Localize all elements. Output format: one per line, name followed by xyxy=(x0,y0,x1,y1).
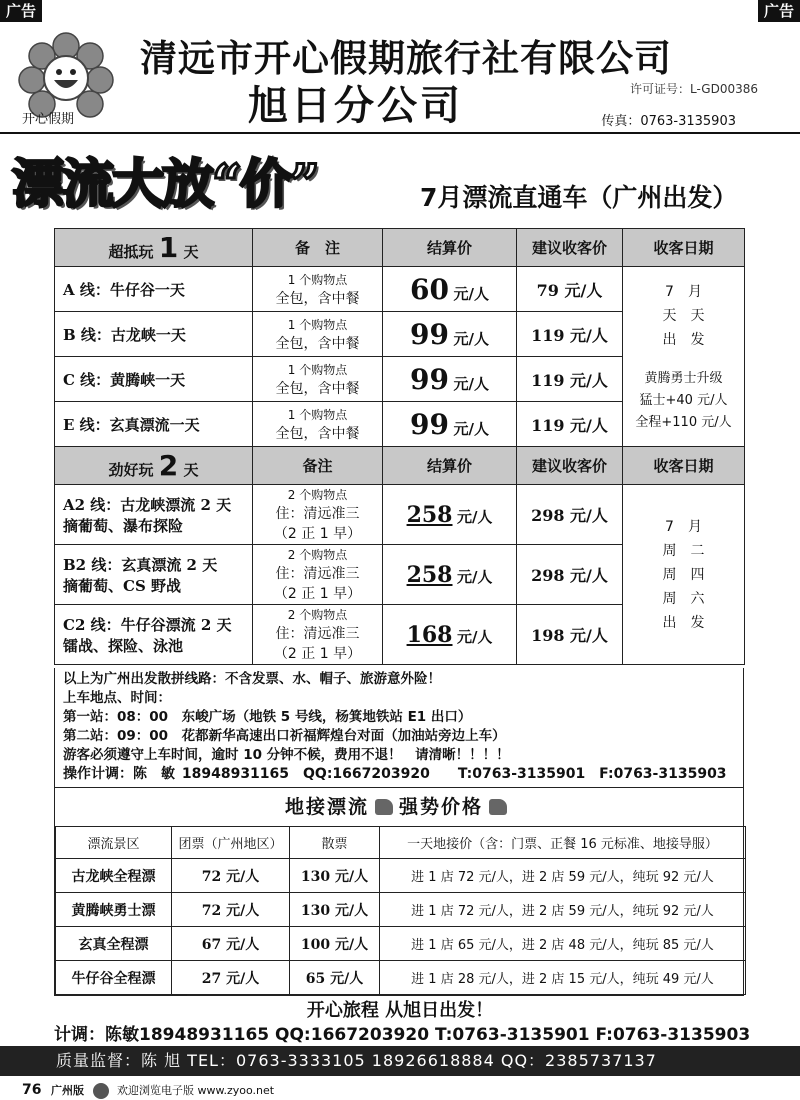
route-name: C 线：黄腾峡一天 xyxy=(55,357,253,402)
route-note: 2 个购物点 住：清远准三 （2 正 1 早） xyxy=(253,485,383,545)
company-header xyxy=(0,22,800,134)
footer-contact: 计调：陈敏18948931165 QQ:1667203920 T:0763-3135901 F:0763-3135903 xyxy=(54,1025,751,1045)
table-row xyxy=(55,485,745,545)
group-price: 72 元/人 xyxy=(172,893,290,927)
branch-name: 旭日分公司 xyxy=(248,83,463,129)
route-name: A2 线：古龙峡漂流 2 天 摘葡萄、瀑布探险 xyxy=(55,485,253,545)
route-note: 2 个购物点 住：清远准三 （2 正 1 早） xyxy=(253,605,383,665)
table-header xyxy=(56,827,746,859)
route-name: B 线：古龙峡一天 xyxy=(55,312,253,357)
header-cell: 建议收客价 xyxy=(517,229,623,267)
website-link[interactable]: 欢迎浏览电子版 www.zyoo.net xyxy=(116,1084,275,1097)
local-detail: 进 1 店 65 元/人，进 2 店 48 元/人，纯玩 85 元/人 xyxy=(380,927,746,961)
table-header-day2 xyxy=(55,447,745,485)
license-number: 许可证号：L-GD00386 xyxy=(630,82,758,96)
promo-subtitle: 7月漂流直通车（广州出发） xyxy=(420,183,738,212)
departure-dates: 7 月 周 二 周 四 周 六 出 发 xyxy=(623,485,745,665)
thumbs-up-icon xyxy=(489,799,507,815)
section-title: 地接漂流 强势价格 xyxy=(55,788,743,826)
route-note: 1 个购物点 全包，含中餐 xyxy=(253,312,383,357)
edition-label: 广州版 xyxy=(50,1084,84,1097)
group-price: 72 元/人 xyxy=(172,859,290,893)
settle-price: 60 元/人 xyxy=(383,267,517,312)
ad-tag-left: 广告 xyxy=(0,0,42,22)
header-cell: 团票（广州地区） xyxy=(172,827,290,859)
info-line: 第二站：09：00 花都新华高速出口祈福辉煌台对面（加油站旁边上车） xyxy=(63,728,506,744)
header-cell: 劲好玩 2 天 xyxy=(55,447,253,485)
local-detail: 进 1 店 28 元/人，进 2 店 15 元/人，纯玩 49 元/人 xyxy=(380,961,746,995)
table-row xyxy=(56,859,746,893)
route-note: 1 个购物点 全包，含中餐 xyxy=(253,357,383,402)
settle-price: 258 元/人 xyxy=(383,485,517,545)
header-cell: 漂流景区 xyxy=(56,827,172,859)
departure-info xyxy=(54,668,744,788)
suggest-price: 298 元/人 xyxy=(517,545,623,605)
single-price: 130 元/人 xyxy=(290,893,380,927)
local-price-table xyxy=(55,826,746,995)
local-detail: 进 1 店 72 元/人，进 2 店 59 元/人，纯玩 92 元/人 xyxy=(380,859,746,893)
thumbs-up-icon xyxy=(375,799,393,815)
company-name: 清远市开心假期旅行社有限公司 xyxy=(140,37,672,80)
slogan: 开心旅程 从旭日出发！ xyxy=(306,1000,494,1021)
group-price: 67 元/人 xyxy=(172,927,290,961)
suggest-price: 119 元/人 xyxy=(517,357,623,402)
route-name: A 线：牛仔谷一天 xyxy=(55,267,253,312)
header-cell: 收客日期 xyxy=(623,229,745,267)
settle-price: 168 元/人 xyxy=(383,605,517,665)
departure-dates: 7 月 天 天 出 发 黄腾勇士升级 猛士+40 元/人 全程+110 元/人 xyxy=(623,267,745,447)
settle-price: 99 元/人 xyxy=(383,402,517,447)
table-row xyxy=(55,267,745,312)
operator-contact: 操作计调：陈 敏 18948931165 QQ:1667203920 T:0763-3135901 F:0763-3135903 xyxy=(63,766,727,782)
info-line: 第一站：08：00 东峻广场（地铁 5 号线，杨箕地铁站 E1 出口） xyxy=(63,709,472,725)
spot-name: 玄真全程漂 xyxy=(56,927,172,961)
single-price: 100 元/人 xyxy=(290,927,380,961)
promo-title: 漂流大放“价” xyxy=(12,154,318,215)
rafting-price-table xyxy=(54,228,745,665)
logo-text: 开心假期 xyxy=(22,112,75,127)
page-footer xyxy=(0,1080,800,1100)
route-name: C2 线：牛仔谷漂流 2 天 镭战、探险、泳池 xyxy=(55,605,253,665)
suggest-price: 119 元/人 xyxy=(517,402,623,447)
suggest-price: 298 元/人 xyxy=(517,485,623,545)
table-row xyxy=(56,927,746,961)
table-row xyxy=(56,893,746,927)
suggest-price: 79 元/人 xyxy=(517,267,623,312)
group-price: 27 元/人 xyxy=(172,961,290,995)
route-name: B2 线：玄真漂流 2 天 摘葡萄、CS 野战 xyxy=(55,545,253,605)
header-cell: 收客日期 xyxy=(623,447,745,485)
spot-name: 牛仔谷全程漂 xyxy=(56,961,172,995)
header-cell: 备 注 xyxy=(253,229,383,267)
magazine-logo-icon xyxy=(93,1083,109,1099)
settle-price: 99 元/人 xyxy=(383,312,517,357)
suggest-price: 198 元/人 xyxy=(517,605,623,665)
route-note: 2 个购物点 住：清远准三 （2 正 1 早） xyxy=(253,545,383,605)
header-cell: 超抵玩 1 天 xyxy=(55,229,253,267)
route-note: 1 个购物点 全包，含中餐 xyxy=(253,402,383,447)
spot-name: 黄腾峡勇士漂 xyxy=(56,893,172,927)
header-cell: 建议收客价 xyxy=(517,447,623,485)
header-cell: 一天地接价（含：门票、正餐 16 元标准、地接导服） xyxy=(380,827,746,859)
table-header-day1 xyxy=(55,229,745,267)
header-cell: 结算价 xyxy=(383,229,517,267)
suggest-price: 119 元/人 xyxy=(517,312,623,357)
header-cell: 散票 xyxy=(290,827,380,859)
local-rafting-section xyxy=(54,788,744,996)
info-line: 以上为广州出发散拼线路：不含发票、水、帽子、旅游意外险！ xyxy=(63,671,441,687)
info-line: 游客必须遵守上车时间，逾时 10 分钟不候，费用不退！ 请清晰！！！！ xyxy=(63,747,510,763)
header-cell: 备注 xyxy=(253,447,383,485)
local-detail: 进 1 店 72 元/人，进 2 店 59 元/人，纯玩 92 元/人 xyxy=(380,893,746,927)
header-cell: 结算价 xyxy=(383,447,517,485)
route-note: 1 个购物点 全包，含中餐 xyxy=(253,267,383,312)
promo-banner xyxy=(0,140,800,220)
spot-name: 古龙峡全程漂 xyxy=(56,859,172,893)
table-row xyxy=(56,961,746,995)
quality-supervision: 质量监督：陈 旭 TEL：0763-3333105 18926618884 QQ：2385737137 xyxy=(0,1046,800,1076)
page-number: 76 xyxy=(22,1082,42,1098)
settle-price: 258 元/人 xyxy=(383,545,517,605)
ad-tag-right: 广告 xyxy=(758,0,800,22)
settle-price: 99 元/人 xyxy=(383,357,517,402)
info-line: 上车地点、时间： xyxy=(63,690,171,706)
route-name: E 线：玄真漂流一天 xyxy=(55,402,253,447)
single-price: 65 元/人 xyxy=(290,961,380,995)
single-price: 130 元/人 xyxy=(290,859,380,893)
fax-number: 传真：0763-3135903 xyxy=(601,114,736,129)
